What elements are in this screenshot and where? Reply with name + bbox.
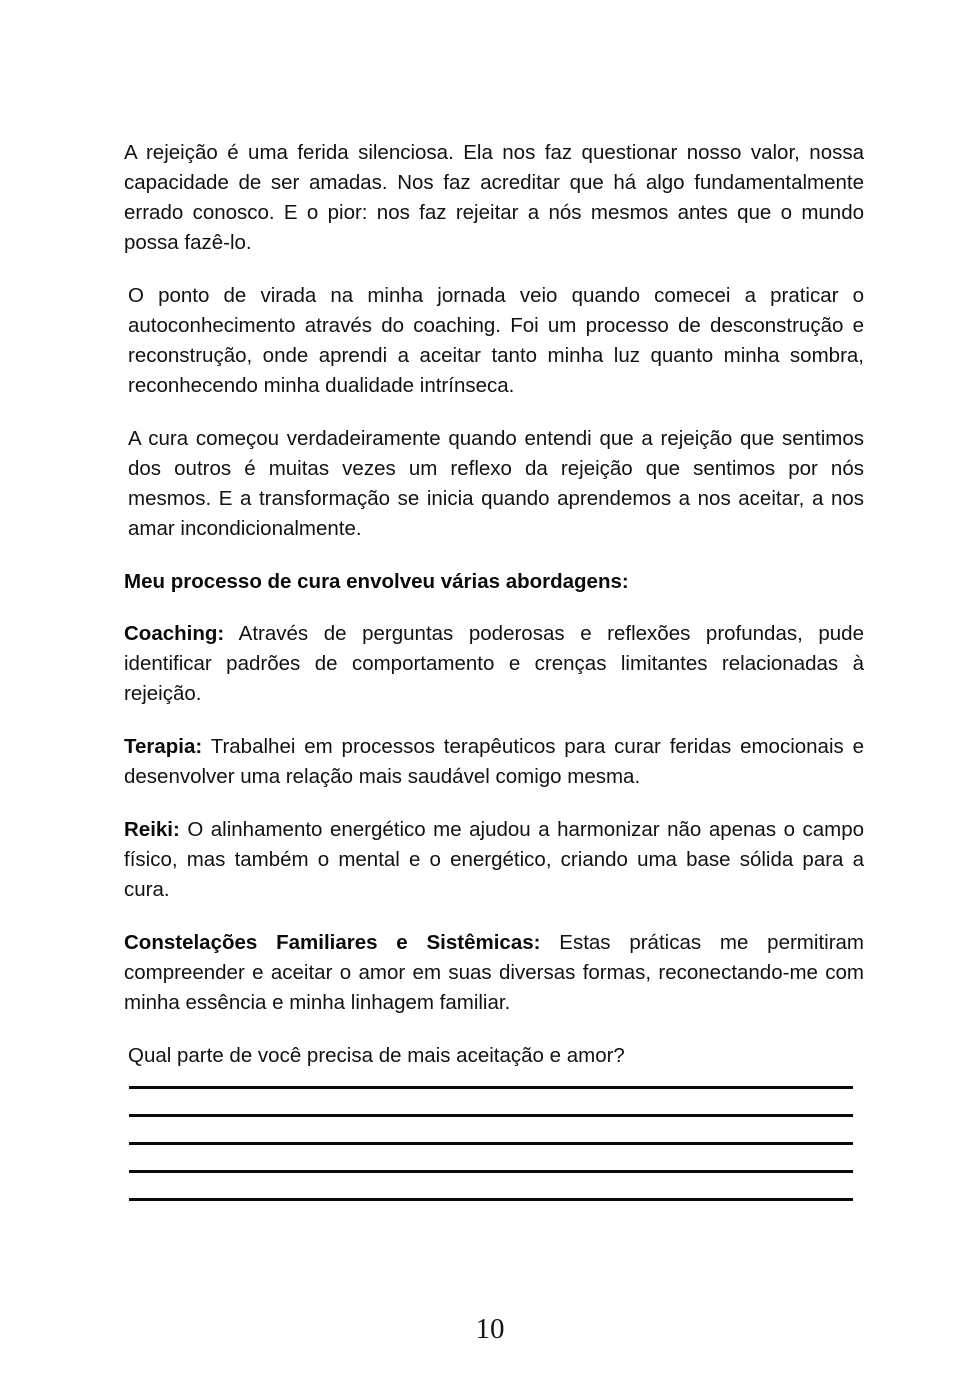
writing-line[interactable] xyxy=(129,1198,853,1201)
page-number: 10 xyxy=(475,1313,505,1345)
approach-text-constelacoes: Estas práticas me permitiram compreender e aceitar o amor em suas diversas formas, reconectando-me com minha essência e minha linhagem familiar. xyxy=(124,931,864,1014)
paragraph-healing-began: A cura começou verdadeiramente quando entendi que a rejeição que sentimos dos outros é muitas vezes um reflexo da rejeição que sentimos por nós mesmos. E a transformação se inicia quando aprendemos a nos aceitar, a nos amar incondicionalmente. xyxy=(128,427,864,540)
writing-line[interactable] xyxy=(129,1114,853,1117)
approach-label-constelacoes: Constelações Familiares e Sistêmicas: xyxy=(124,931,541,954)
approach-label-coaching: Coaching: xyxy=(124,622,225,645)
approach-item-coaching xyxy=(124,619,864,709)
paragraph-turning-point: O ponto de virada na minha jornada veio quando comecei a praticar o autoconhecimento através do coaching. Foi um processo de desconstrução e reconstrução, onde aprendi a aceitar tanto minha luz quanto minha sombra, reconhecendo minha dualidade intrínseca. xyxy=(128,284,864,397)
reflection-question: Qual parte de você precisa de mais aceitação e amor? xyxy=(128,1044,625,1067)
page-content xyxy=(124,138,864,1071)
approach-item-terapia xyxy=(124,732,864,792)
writing-line[interactable] xyxy=(129,1086,853,1089)
writing-lines-area[interactable] xyxy=(129,1086,853,1201)
paragraph-rejection-wound: A rejeição é uma ferida silenciosa. Ela nos faz questionar nosso valor, nossa capacidade de ser amadas. Nos faz acreditar que há algo fundamentalmente errado conosco. E o pior: nos faz rejeitar a nós mesmos antes que o mundo possa fazê-lo. xyxy=(124,141,864,254)
approach-text-terapia: Trabalhei em processos terapêuticos para curar feridas emocionais e desenvolver uma relação mais saudável comigo mesma. xyxy=(124,735,864,788)
approach-item-constelacoes xyxy=(124,928,864,1018)
writing-line[interactable] xyxy=(129,1170,853,1173)
approach-text-reiki: O alinhamento energético me ajudou a harmonizar não apenas o campo físico, mas também o mental e o energético, criando uma base sólida para a cura. xyxy=(124,818,864,901)
approach-text-coaching: Através de perguntas poderosas e reflexões profundas, pude identificar padrões de comportamento e crenças limitantes relacionadas à rejeição. xyxy=(124,622,864,705)
approach-label-reiki: Reiki: xyxy=(124,818,180,841)
section-heading-approaches: Meu processo de cura envolveu várias abordagens: xyxy=(124,570,629,593)
approach-label-terapia: Terapia: xyxy=(124,735,203,758)
writing-line[interactable] xyxy=(129,1142,853,1145)
approach-item-reiki xyxy=(124,815,864,905)
